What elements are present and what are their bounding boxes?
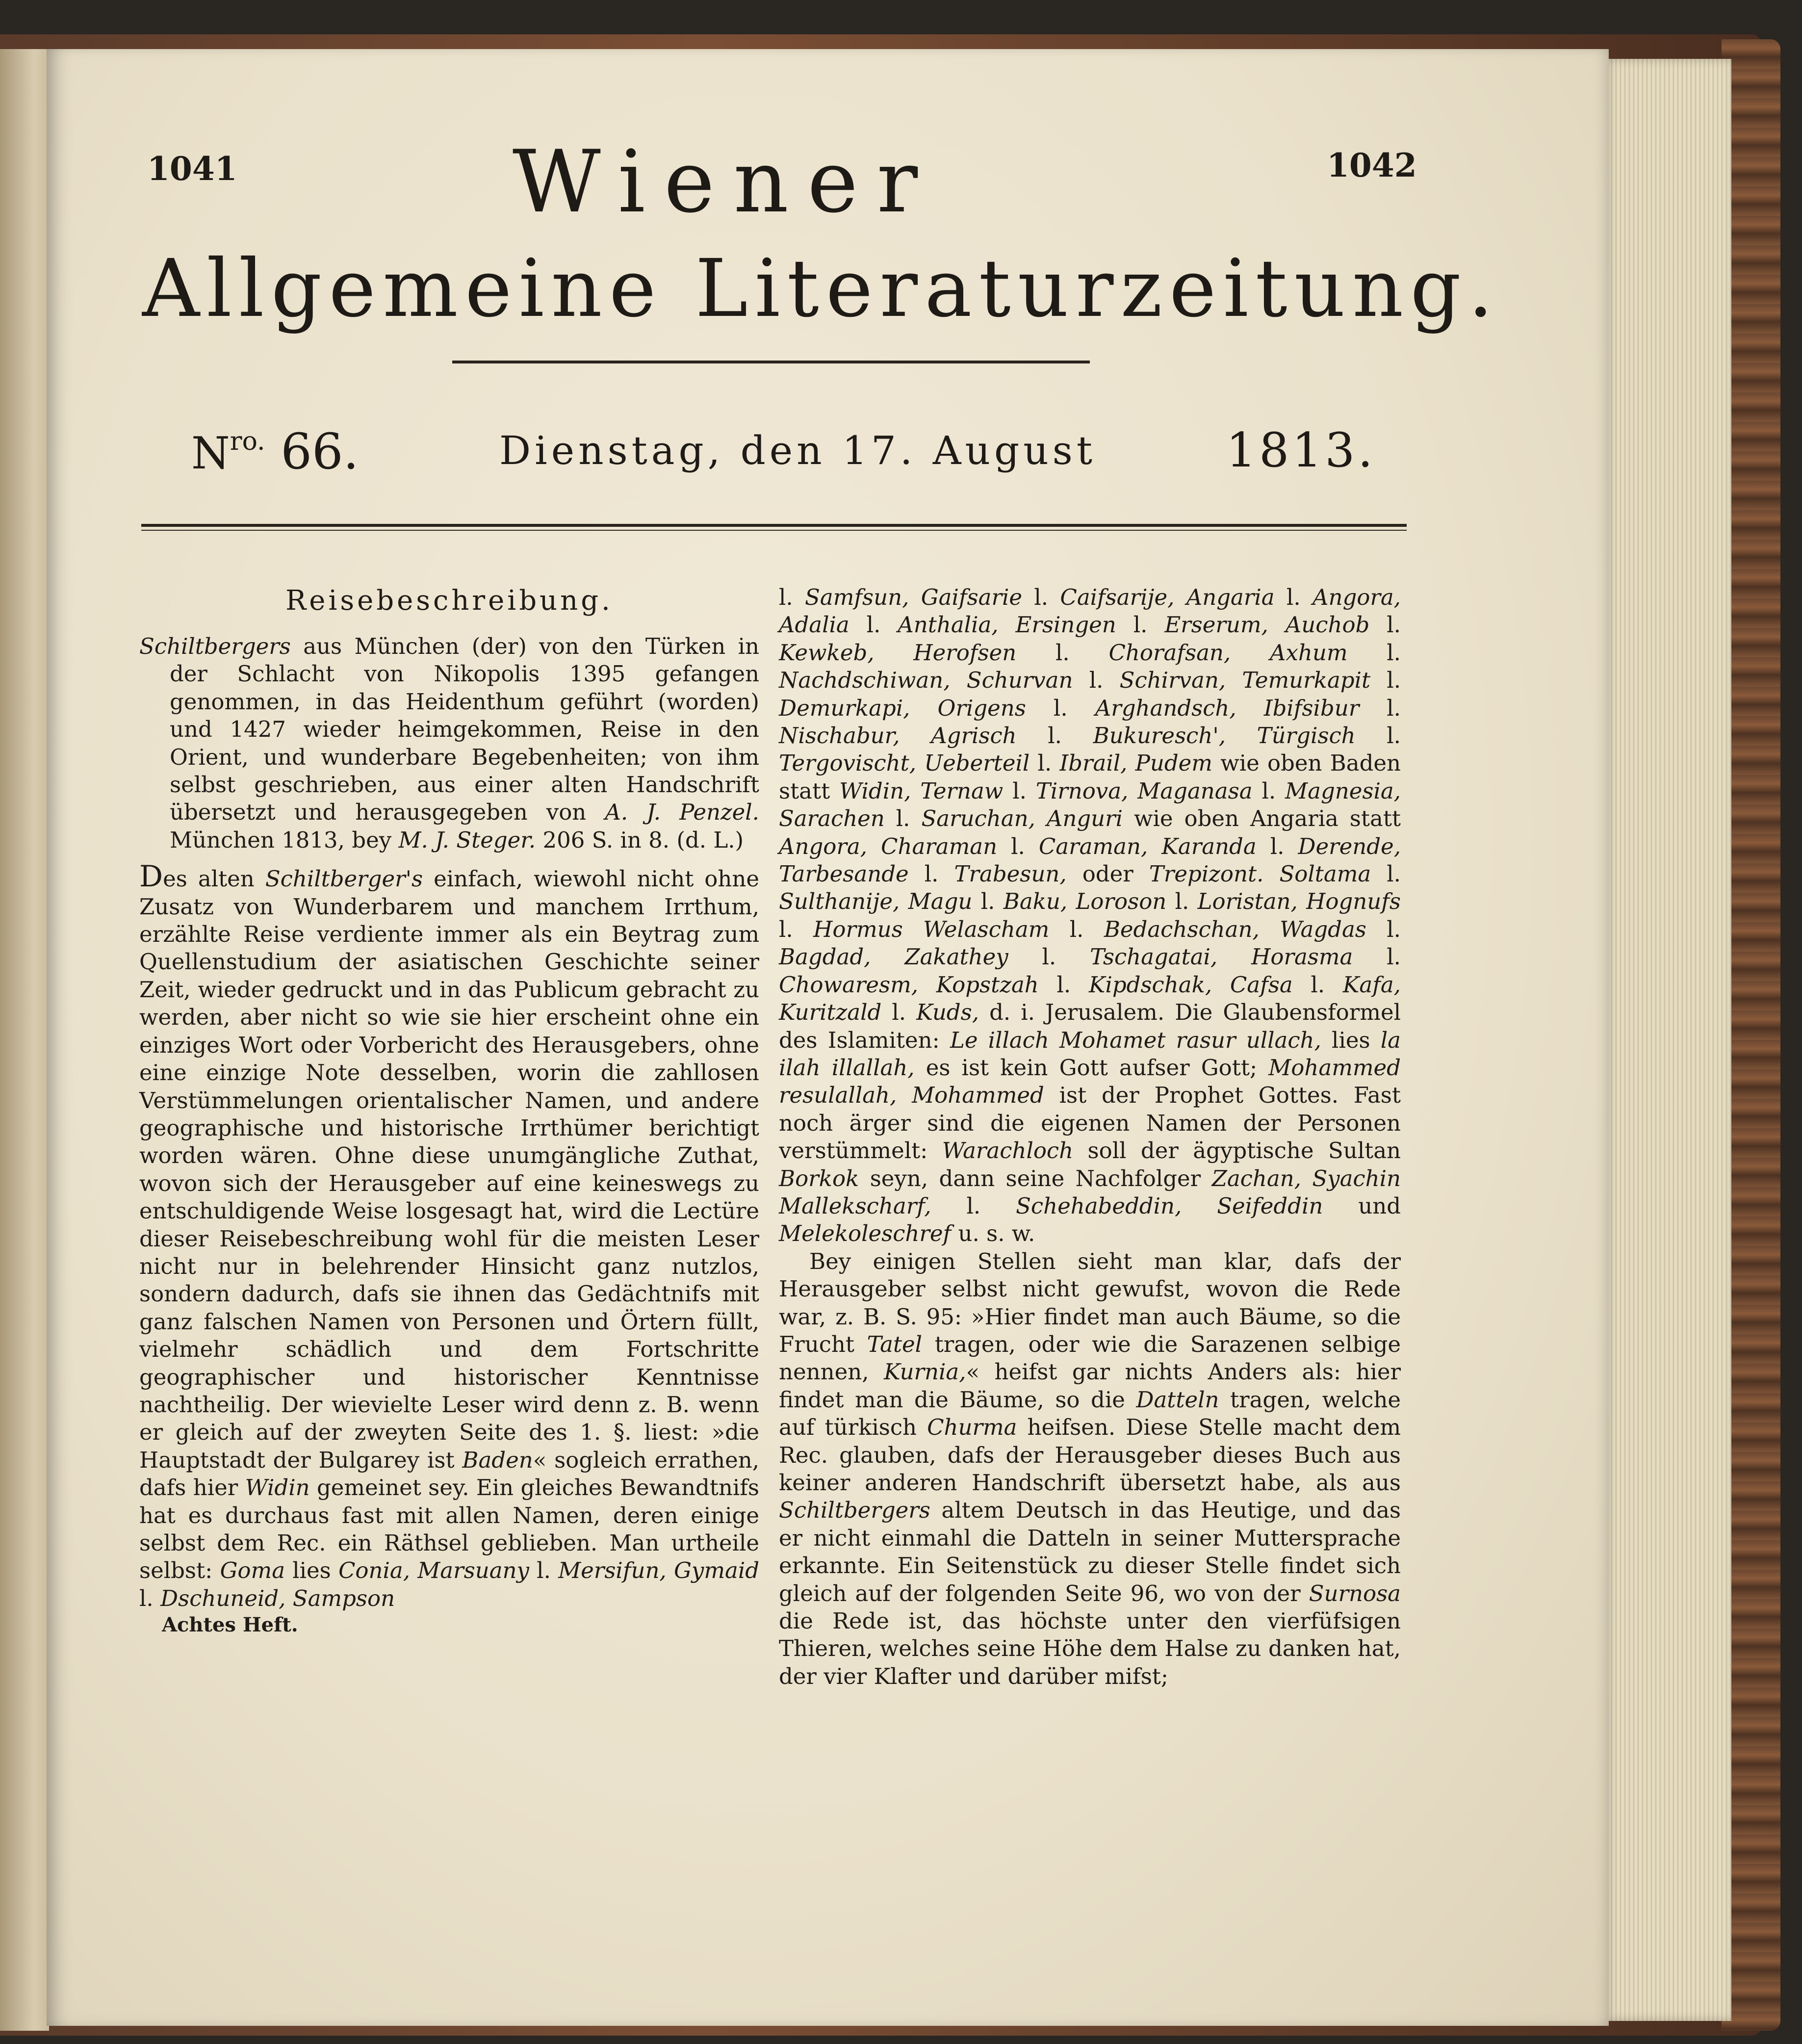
page-stack-edge	[1604, 59, 1731, 2021]
italic-name: Nischabur, Agrisch	[779, 723, 1017, 749]
body-text: tragen, oder wie die Sarazenen selbige nennen,	[779, 1331, 1401, 1385]
body-text: l.	[1116, 612, 1165, 638]
body-text: heifsen. Diese Stelle macht dem Rec. glauben, dafs der Herausgeber dieses Buch aus keiner anderen Handschrift übersetzt habe, als aus	[779, 1414, 1401, 1496]
citation-text: 206 S. in 8. (d. L.)	[536, 827, 744, 853]
italic-name: Derende, Tarbesande	[779, 833, 1401, 887]
italic-name: Goma	[220, 1557, 285, 1584]
body-text: l.	[884, 805, 922, 832]
left-column	[139, 584, 759, 1638]
review-body-right	[779, 584, 1401, 1248]
italic-name: Schehabeddin, Seifeddin	[1016, 1192, 1323, 1219]
italic-name: Le illach Mohamet rasur ullach,	[950, 1027, 1321, 1053]
italic-name: Bukuresch', Türgisch	[1093, 723, 1356, 749]
issue-prefix-sup: ro.	[230, 427, 265, 456]
body-text: soll der ägyptische Sultan	[1073, 1138, 1401, 1164]
header-rule-thin	[141, 530, 1407, 531]
issue-date: Dienstag, den 17. August	[499, 428, 1096, 473]
right-column	[779, 584, 1401, 1690]
italic-name: Kurnia,	[883, 1359, 966, 1385]
italic-name: Datteln	[1136, 1386, 1219, 1413]
italic-name: Baku, Loroson	[1003, 888, 1167, 915]
masthead-rule	[452, 361, 1090, 363]
citation-editor: A. J. Penzel.	[605, 799, 759, 826]
italic-name: Dschuneid, Sampson	[160, 1585, 395, 1611]
page-number-right: 1042	[1327, 146, 1417, 184]
italic-name: Warachloch	[942, 1138, 1074, 1164]
body-text: oder	[1066, 861, 1149, 887]
body-text: l.	[779, 916, 814, 942]
italic-name: Sulthanije, Magu	[779, 888, 973, 915]
body-text: l.	[1003, 777, 1036, 804]
body-text: l.	[849, 612, 898, 638]
body-text: l.	[931, 1192, 1016, 1219]
body-text: l.	[972, 888, 1004, 915]
review-body-right-paragraph-2	[779, 1248, 1401, 1691]
body-text: l.	[1016, 639, 1109, 666]
body-text: es ist kein Gott aufser Gott;	[914, 1054, 1269, 1081]
italic-name: Conia, Marsuany	[338, 1557, 529, 1584]
italic-name: Mohammed resulallah, Mohammed	[779, 1054, 1401, 1109]
citation-publisher: M. J. Steger.	[398, 827, 536, 853]
section-heading: Reisebeschreibung.	[285, 585, 613, 617]
italic-name: Bedachschan, Wagdas	[1104, 916, 1366, 942]
body-text: l.	[1008, 944, 1090, 970]
body-text: l.	[1252, 777, 1286, 804]
citation-text: München 1813, bey	[170, 827, 399, 853]
page-number-left: 1041	[147, 150, 237, 188]
italic-name: Chowaresm, Kopstzah	[779, 971, 1039, 998]
body-text: ist der Prophet Gottes. Fast noch ärger sind die eigenen Namen der Personen verstümmelt:	[779, 1082, 1401, 1164]
italic-name: Nachdschiwan, Schurvan	[779, 667, 1073, 694]
italic-name: Loristan, Hognufs	[1197, 888, 1401, 915]
body-text: u. s. w.	[951, 1220, 1035, 1247]
body-text: l.	[139, 1585, 161, 1611]
issue-year: 1813.	[1226, 423, 1376, 478]
italic-name: Arghandsch, Ibifsibur	[1095, 695, 1360, 721]
body-text: l.	[1022, 584, 1060, 610]
review-body-left	[139, 859, 760, 1612]
italic-name: Magnesia, Sarachen	[779, 777, 1401, 832]
body-text: l.	[1038, 971, 1089, 998]
dropcap: D	[139, 859, 163, 894]
body-text: l.	[529, 1557, 559, 1584]
header-rule-thick	[141, 524, 1407, 527]
italic-name: Angora, Adalia	[779, 584, 1401, 638]
body-text: l.	[1049, 916, 1104, 942]
body-text: d. i. Jerusalem. Die Glaubensformel des Islamiten:	[779, 999, 1401, 1053]
body-text: l.	[1353, 944, 1401, 970]
italic-name: Widin	[245, 1475, 310, 1501]
body-text: l.	[997, 833, 1039, 859]
body-text: es alten	[163, 866, 265, 892]
italic-name: Surnosa	[1309, 1580, 1401, 1606]
italic-name: Kuds,	[916, 999, 979, 1026]
italic-name: Trepizont. Soltama	[1149, 861, 1371, 887]
italic-name: Bagdad, Zakathey	[779, 944, 1008, 970]
italic-name: Tatel	[867, 1331, 923, 1357]
italic-name: Angora, Charaman	[779, 833, 998, 859]
italic-name: Ibrail, Pudem	[1059, 750, 1212, 776]
body-text: lies	[1321, 1027, 1381, 1053]
body-text: l.	[1347, 639, 1401, 666]
body-text: wie oben Baden statt	[779, 750, 1401, 804]
body-text: wie oben Angaria statt	[1123, 805, 1401, 832]
italic-name: Anthalia, Ersingen	[898, 612, 1116, 638]
italic-name: Melekoleschref	[779, 1220, 952, 1247]
italic-name: Trabesun,	[954, 861, 1067, 887]
body-text: seyn, dann seine Nachfolger	[859, 1165, 1212, 1191]
italic-name: Schiltberger's	[265, 866, 423, 892]
body-text: und	[1323, 1192, 1401, 1219]
italic-name: Widin, Ternaw	[839, 777, 1004, 804]
citation-author: Schiltbergers	[139, 633, 291, 659]
body-text: l.	[881, 999, 917, 1026]
body-text: l.	[779, 584, 805, 610]
italic-name: Schirvan, Temurkapit	[1119, 667, 1371, 694]
body-text: gemeinet sey. Ein gleiches Bewandtnifs hat es durchaus fast mit allen Namen, deren einige selbst dem Rec. ein Räthsel geblieben. Man urtheile selbst:	[139, 1475, 759, 1584]
italic-name: Caifsarije, Angaria	[1060, 584, 1275, 610]
body-text: l.	[1073, 667, 1120, 694]
body-text: die Rede ist, das höchste unter den vierfüfsigen Thieren, welches seine Höhe dem Halse zu danken hat, der vier Klafter und darüber mifst;	[779, 1608, 1401, 1689]
italic-name: Caraman, Karanda	[1038, 833, 1257, 859]
body-text: l.	[1274, 584, 1313, 610]
facing-page-edge	[0, 49, 49, 2031]
italic-name: Tirnova, Maganasa	[1035, 777, 1253, 804]
issue-number-value: 66.	[281, 423, 359, 480]
italic-name: Tschagatai, Horasma	[1090, 944, 1353, 970]
body-text: l.	[1370, 667, 1401, 694]
body-text: l.	[908, 861, 954, 887]
body-text: Bey einigen Stellen sieht man klar, dafs der Herausgeber selbst nicht gewufst, wovon die Rede war, z. B. S. 95: »Hier findet man auch Bäume, so die Frucht	[779, 1248, 1401, 1357]
italic-name: Saruchan, Anguri	[921, 805, 1123, 832]
body-text: tragen, welche auf türkisch	[779, 1386, 1401, 1441]
body-text: l.	[1016, 723, 1093, 749]
italic-name: Demurkapi, Origens	[779, 695, 1026, 721]
italic-name: la ilah illallah,	[779, 1027, 1401, 1081]
body-text: l.	[1256, 833, 1298, 859]
italic-name: Baden	[462, 1447, 533, 1473]
body-text: l.	[1030, 750, 1060, 776]
body-text: l.	[1166, 888, 1198, 915]
italic-name: Borkok	[779, 1165, 859, 1191]
italic-name: Zachan, Syachin Mallekscharf,	[779, 1165, 1401, 1219]
body-text: « heifst gar nichts Anders als: hier findet man die Bäume, so die	[779, 1359, 1401, 1413]
italic-name: Schiltbergers	[779, 1497, 930, 1524]
italic-name: Kewkeb, Herofsen	[779, 639, 1017, 666]
body-text: l.	[1355, 723, 1401, 749]
italic-name: Samfsun, Gaifsarie	[805, 584, 1023, 610]
body-text: l.	[1292, 971, 1343, 998]
body-text: altem Deutsch in das Heutige, und das er nicht einmahl die Datteln in seiner Muttersprache erkannte. Ein Seitenstück zu dieser Stelle findet sich gleich auf der folgenden Seite 96, wo von der	[779, 1497, 1401, 1606]
book-citation	[139, 633, 759, 854]
body-text: « sogleich errathen, dafs hier	[139, 1447, 759, 1501]
italic-name: Churma	[927, 1414, 1017, 1441]
italic-name: Mersifun, Gymaid	[558, 1557, 760, 1584]
issue-prefix: N	[191, 428, 230, 479]
masthead-title-literaturzeitung: Allgemeine Literaturzeitung.	[142, 243, 1500, 335]
body-text: l.	[1369, 612, 1401, 638]
body-text: einfach, wiewohl nicht ohne Zusatz von Wunderbarem und manchem Irrthum, erzählte Reise verdiente immer als ein Beytrag zum Quellenstudium der asiatischen Geschichte seiner Zeit, wieder gedruckt und in das Publicum gebracht zu werden, aber nicht so wie sie hier erscheint ohne ein einziges Wort oder Vorbericht des Herausgebers, ohne eine einzige Note desselben, worin die zahllosen Verstümmelungen orientalischer Namen, und andere geographische und historische Irrthümer berichtigt worden wären. Ohne diese unumgängliche Zuthat, wovon sich der Herausgeber auf eine keineswegs zu entschuldigende Weise losgesagt hat, wird die Lectüre dieser Reisebeschreibung wohl für die meisten Leser nicht nur in belehrender Hinsicht ganz nutzlos, sondern dadurch, dafs sie ihnen das Gedächtnifs mit ganz falschen Namen von Personen und Örtern füllt, vielmehr schädlich und dem Fortschritte geographischer und historischer Kenntnisse nachtheilig. Der wievielte Leser wird denn z. B. wenn er gleich auf der zweyten Seite des 1. §. liest: »die Hauptstadt der Bulgarey ist	[139, 866, 759, 1473]
italic-name: Tergovischt, Ueberteil	[779, 750, 1030, 776]
body-text: l.	[1026, 695, 1095, 721]
italic-name: Erserum, Auchob	[1164, 612, 1370, 638]
signature-mark: Achtes Heft.	[162, 1613, 298, 1637]
italic-name: Hormus Welascham	[813, 916, 1050, 942]
masthead-title-wiener: Wiener	[512, 132, 937, 232]
italic-name: Kafa, Kuritzald	[779, 971, 1401, 1026]
citation-text: aus München (der) von den Türken in der Schlacht von Nikopolis 1395 gefangen genommen, in das Heidenthum geführt (worden) und 1427 wieder heimgekommen, Reise in den Orient, und wunderbare Begebenheiten; von ihm selbst geschrieben, aus einer alten Handschrift übersetzt und herausgegeben von	[170, 633, 759, 826]
issue-number	[191, 423, 359, 480]
body-text: l.	[1366, 916, 1401, 942]
italic-name: Kipdschak, Cafsa	[1088, 971, 1293, 998]
body-text: lies	[285, 1557, 338, 1584]
body-text: l.	[1359, 695, 1401, 721]
italic-name: Chorafsan, Axhum	[1108, 639, 1348, 666]
body-text: l.	[1371, 861, 1401, 887]
